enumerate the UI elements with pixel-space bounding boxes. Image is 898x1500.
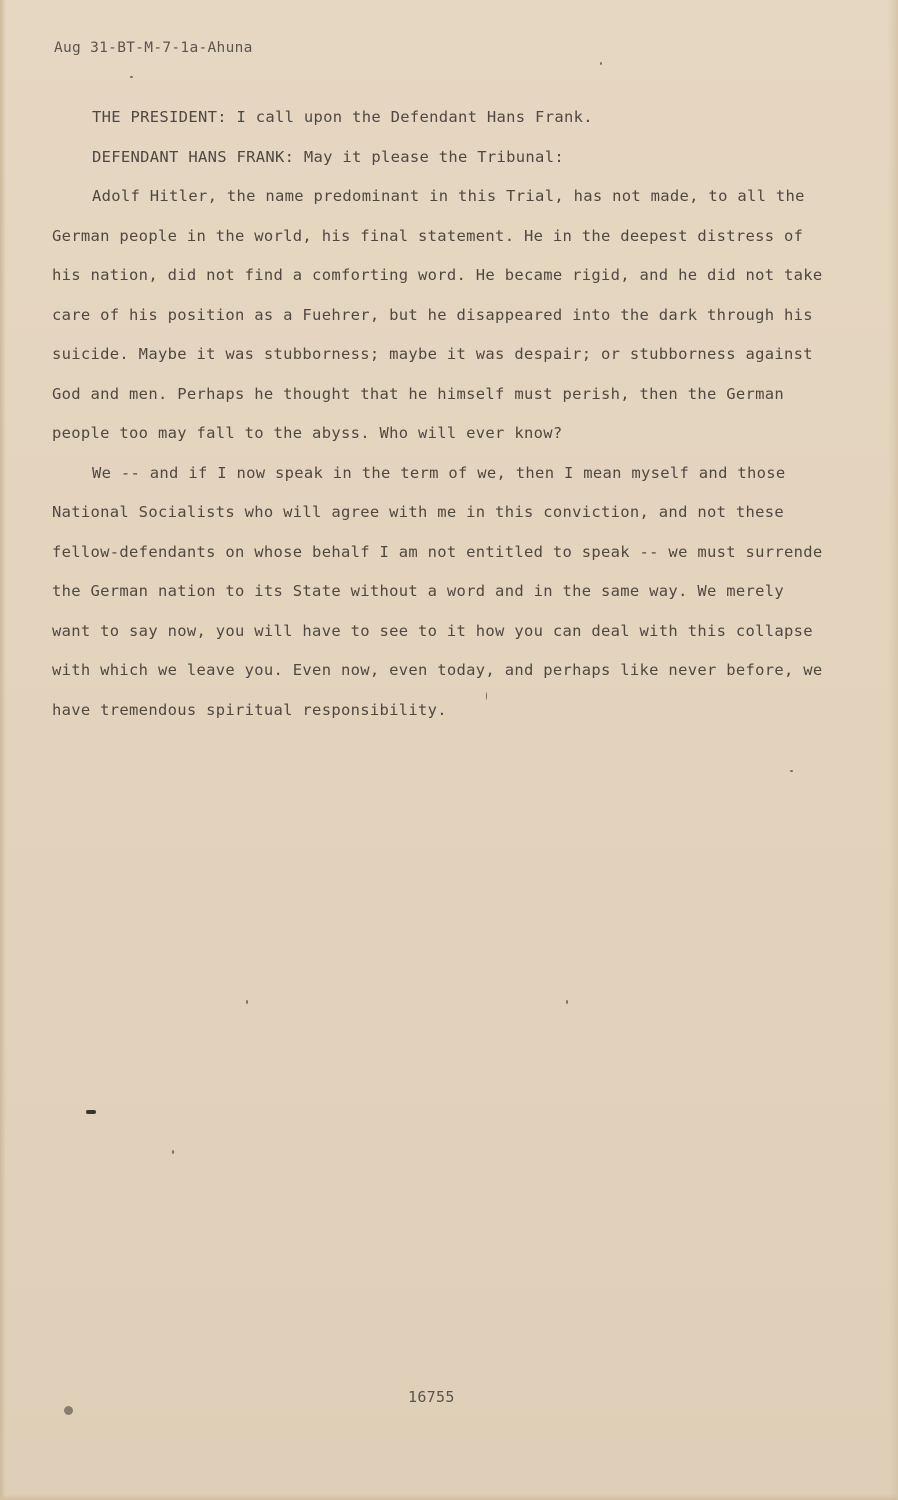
paragraph-hitler-line-6: God and men. Perhaps he thought that he himself must perish, then the German (52, 384, 785, 403)
document-reference: Aug 31-BT-M-7-1a-Ahuna (54, 40, 253, 56)
paper-speck (600, 62, 602, 65)
page-left-edge (0, 0, 6, 1500)
paragraph-we-line-5: want to say now, you will have to see to it how you can deal with this collapse (52, 621, 813, 640)
paragraph-we-line-2: National Socialists who will agree with me in this conviction, and not these (52, 503, 785, 521)
paragraph-we-line-7: have tremendous spiritual responsibility. (52, 700, 447, 719)
paragraph-hitler-line-5: suicide. Maybe it was stubborness; maybe it was despair; or stubborness against (52, 345, 813, 363)
paragraph-hitler-line-1: Adolf Hitler, the name predominant in this Trial, has not made, to all the (92, 187, 805, 205)
paragraph-hitler-line-7: people too may fall to the abyss. Who will ever know? (52, 424, 563, 442)
paper-speck (486, 692, 487, 700)
paragraph-we-line-4: the German nation to its State without a word and in the same way. We merely (52, 582, 785, 600)
page-bottom-edge (0, 1494, 898, 1500)
paragraph-hitler-line-4: care of his position as a Fuehrer, but he disappeared into the dark through his (52, 305, 813, 324)
page-right-edge (888, 0, 898, 1500)
paper-speck (566, 1000, 568, 1004)
transcript-body (52, 98, 842, 730)
paper-speck (130, 76, 133, 78)
paragraph-hitler-line-2: German people in the world, his final statement. He in the deepest distress of (52, 226, 804, 245)
paper-speck (172, 1150, 174, 1154)
paragraph-hitler-line-3: his nation, did not find a comforting word. He became rigid, and he did not take (52, 266, 823, 284)
paper-speck (790, 770, 793, 772)
paper-speck (246, 1000, 248, 1004)
paragraph-we-line-1: We -- and if I now speak in the term of we, then I mean myself and those (92, 463, 786, 482)
ink-dash-mark (86, 1110, 96, 1114)
hole-punch-mark (64, 1406, 73, 1415)
paragraph-we-line-6: with which we leave you. Even now, even today, and perhaps like never before, we (52, 661, 823, 679)
page-number: 16755 (408, 1388, 455, 1406)
paragraph-president-line-1: THE PRESIDENT: I call upon the Defendant Hans Frank. (92, 108, 593, 126)
paragraph-we-line-3: fellow-defendants on whose behalf I am not entitled to speak -- we must surrende (52, 542, 823, 561)
paragraph-frank-intro-line-1: DEFENDANT HANS FRANK: May it please the Tribunal: (92, 147, 564, 166)
